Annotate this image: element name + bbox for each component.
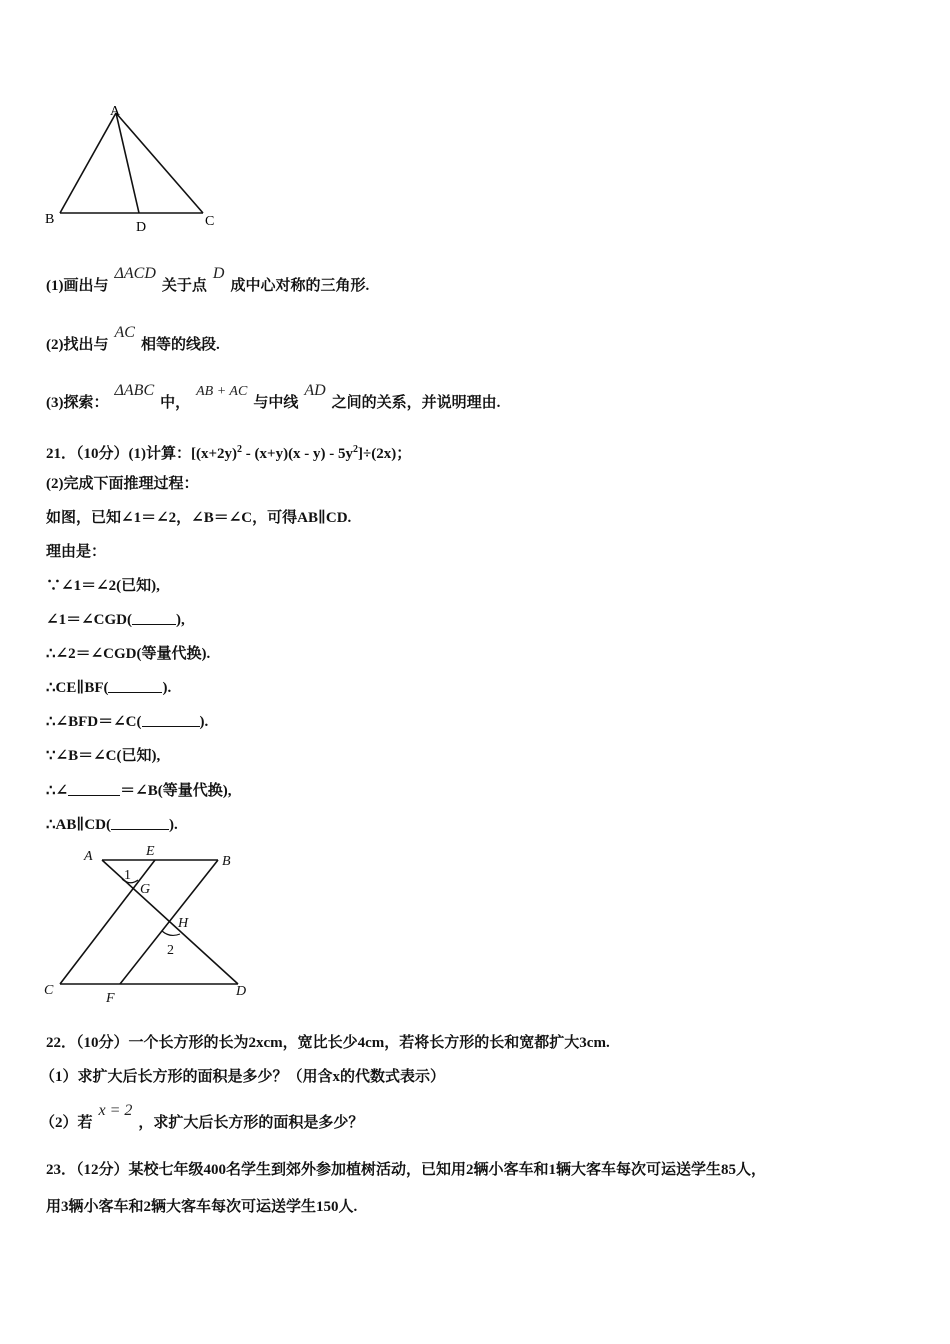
- math-abc: ΔABC: [114, 382, 155, 399]
- q20-part1: (1)画出与ΔACD关于点D成中心对称的三角形.: [46, 265, 370, 294]
- math-x-equals-2: x = 2: [98, 1102, 133, 1119]
- math-ac: AC: [114, 324, 135, 341]
- q21-given: 如图，已知∠1＝∠2，∠B＝∠C，可得AB∥CD.: [46, 510, 352, 526]
- line-ce: [60, 860, 155, 984]
- answer-blank-2[interactable]: [108, 678, 162, 693]
- q21-step8: ∴AB∥CD( ).: [46, 817, 178, 833]
- q22-part2: （2）若x = 2，求扩大后长方形的面积是多少？: [40, 1102, 364, 1131]
- label-b: B: [45, 212, 55, 227]
- label-e: E: [146, 844, 155, 859]
- label-angle-2: 2: [167, 943, 174, 958]
- q22-heading: 22．（10分）一个长方形的长为2xcm，宽比长少4cm，若将长方形的长和宽都扩大3cm.: [46, 1035, 610, 1051]
- label-c: C: [44, 983, 54, 998]
- q22-part1: （1）求扩大后长方形的面积是多少？（用含x的代数式表示）: [40, 1069, 446, 1085]
- q20-part2: (2)找出与AC相等的线段.: [46, 324, 220, 353]
- label-g: G: [140, 882, 151, 897]
- q23-line2: 用3辆小客车和2辆大客车每次可运送学生150人.: [46, 1199, 358, 1215]
- answer-blank-4[interactable]: [68, 781, 120, 796]
- math-ad: AD: [304, 382, 326, 399]
- q20-part3: (3)探索：ΔABC中，AB + AC与中线AD之间的关系，并说明理由.: [46, 382, 501, 411]
- q21-step7: ∴∠ ＝∠B(等量代换),: [46, 783, 232, 799]
- q21-step3: ∴∠2＝∠CGD(等量代换).: [46, 646, 211, 662]
- answer-blank-5[interactable]: [111, 815, 169, 830]
- math-d: D: [212, 265, 225, 282]
- q21-part2: (2)完成下面推理过程：: [46, 476, 199, 492]
- q21-step6: ∵∠B＝∠C(已知),: [46, 748, 161, 764]
- triangle-figure: [40, 95, 230, 235]
- label-b: B: [222, 854, 231, 869]
- label-f: F: [106, 991, 115, 1006]
- label-c: C: [205, 214, 215, 229]
- label-a: A: [84, 849, 93, 864]
- parallel-lines-figure: [40, 842, 260, 1007]
- segment-ad: [116, 113, 139, 213]
- q21-step4: ∴CE∥BF( ).: [46, 680, 172, 696]
- q21-heading: 21．（10分）(1)计算：$[(x+2y)^2 - (x+y)(x - y) - 5y^2]\div(2x)$；: [46, 444, 412, 462]
- segment-ab: [60, 113, 116, 213]
- math-ab-plus-ac: AB + AC: [196, 384, 248, 399]
- label-angle-1: 1: [124, 868, 131, 883]
- angle-2-arc: [162, 931, 180, 935]
- q21-reason: 理由是：: [46, 544, 107, 560]
- q23-line1: 23．（12分）某校七年级400名学生到郊外参加植树活动，已知用2辆小客车和1辆大客车每次可运送学生85人，: [46, 1162, 767, 1178]
- math-acd: ΔACD: [114, 265, 156, 282]
- q21-step1: ∵∠1＝∠2(已知),: [46, 578, 160, 594]
- q21-step5: ∴∠BFD＝∠C( ).: [46, 714, 209, 730]
- label-h: H: [178, 916, 189, 931]
- label-d: D: [136, 220, 147, 235]
- label-a: A: [110, 104, 121, 119]
- label-d: D: [236, 984, 247, 999]
- segment-ac: [116, 113, 203, 213]
- answer-blank-3[interactable]: [142, 712, 200, 727]
- q21-step2: ∠1＝∠CGD( ),: [46, 612, 185, 628]
- answer-blank-1[interactable]: [132, 610, 176, 625]
